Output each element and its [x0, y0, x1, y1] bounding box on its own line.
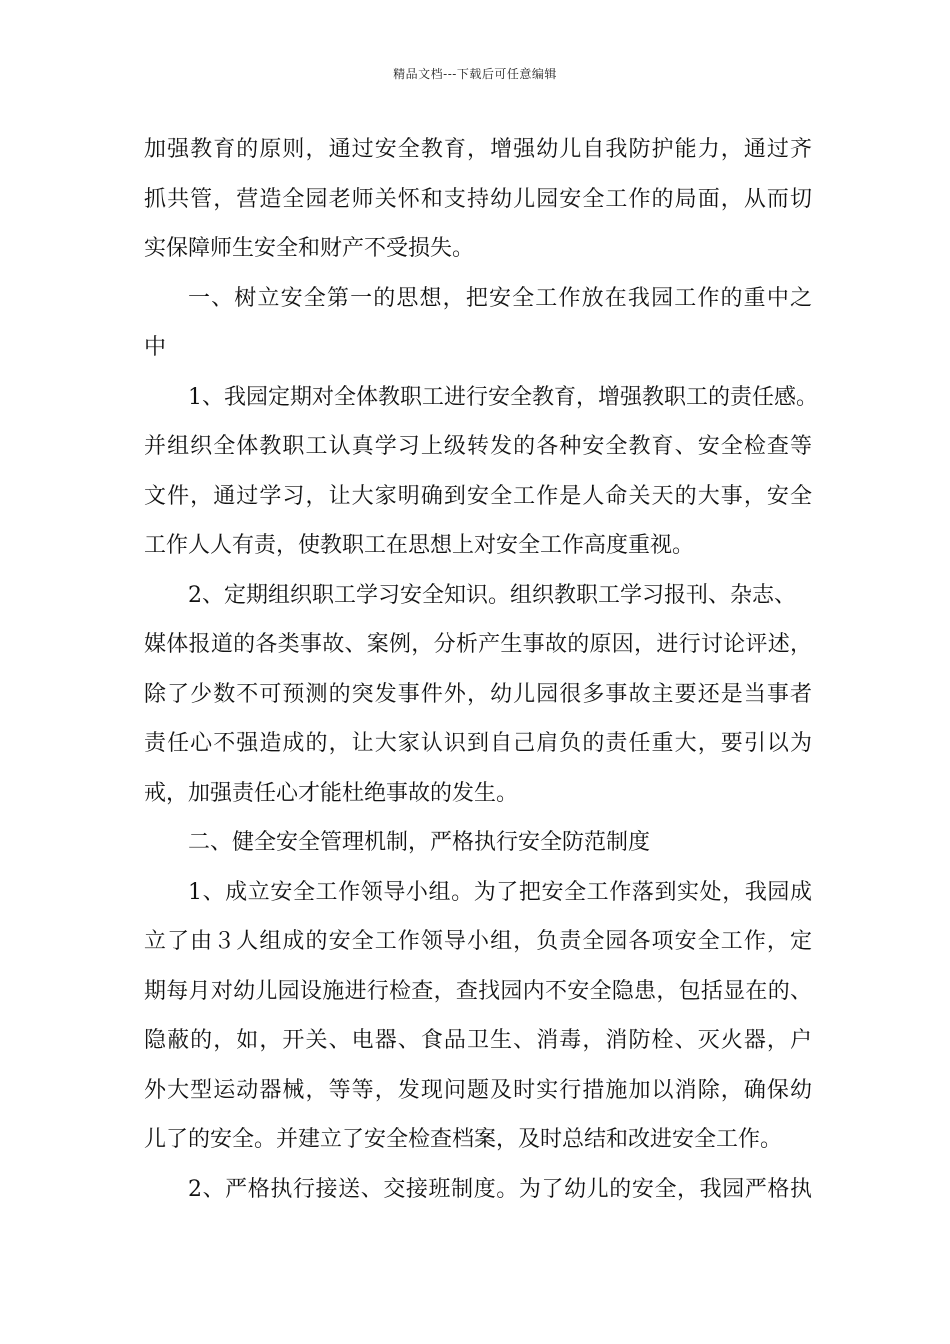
- paragraph-line: 1、我园定期对全体教职工进行安全教育，增强教职工的责任感。: [188, 384, 818, 410]
- paragraph-line: 2、严格执行接送、交接班制度。为了幼儿的安全，我园严格执: [188, 1176, 812, 1202]
- paragraph-line: 文件，通过学习，让大家明确到安全工作是人命关天的大事，安全: [144, 483, 812, 509]
- section-heading-line: 二、健全安全管理机制，严格执行安全防范制度: [188, 830, 651, 855]
- paragraph-line: 戒，加强责任心才能杜绝事故的发生。: [144, 780, 519, 806]
- paragraph-line: 并组织全体教职工认真学习上级转发的各种安全教育、安全检查等: [144, 434, 812, 459]
- paragraph-line: 立了由３人组成的安全工作领导小组，负责全园各项安全工作，定: [144, 929, 812, 954]
- paragraph-line: 实保障师生安全和财产不受损失。: [144, 236, 475, 261]
- paragraph-line: 1、成立安全工作领导小组。为了把安全工作落到实处，我园成: [188, 879, 812, 905]
- section-heading-line: 一、树立安全第一的思想，把安全工作放在我园工作的重中之: [188, 285, 812, 311]
- paragraph-line: 责任心不强造成的，让大家认识到自己肩负的责任重大，要引以为: [144, 731, 812, 756]
- paragraph-line: 除了少数不可预测的突发事件外，幼儿园很多事故主要还是当事者: [144, 681, 812, 707]
- paragraph-line: 外大型运动器械，等等，发现问题及时实行措施加以消除，确保幼: [144, 1077, 812, 1103]
- paragraph-line: 抓共管，营造全园老师关怀和支持幼儿园安全工作的局面，从而切: [144, 186, 812, 212]
- section-heading-line: 中: [144, 335, 167, 360]
- paragraph-line: 加强教育的原则，通过安全教育，增强幼儿自我防护能力，通过齐: [144, 137, 812, 162]
- paragraph-line: 儿了的安全。并建立了安全检查档案，及时总结和改进安全工作。: [144, 1127, 783, 1152]
- document-body: [144, 125, 818, 1214]
- paragraph-line: 媒体报道的各类事故、案例，分析产生事故的原因，进行讨论评述，: [144, 632, 812, 657]
- paragraph-line: 期每月对幼儿园设施进行检查，查找园内不安全隐患，包括显在的、: [144, 978, 812, 1004]
- paragraph-line: 隐蔽的，如，开关、电器、食品卫生、消毒，消防栓、灭火器，户: [144, 1028, 812, 1053]
- paragraph-line: 工作人人有责，使教职工在思想上对安全工作高度重视。: [144, 533, 695, 558]
- paragraph-line: 2、定期组织职工学习安全知识。组织教职工学习报刊、杂志、: [188, 582, 796, 608]
- page-header: 精品文档---下载后可任意编辑: [393, 67, 557, 81]
